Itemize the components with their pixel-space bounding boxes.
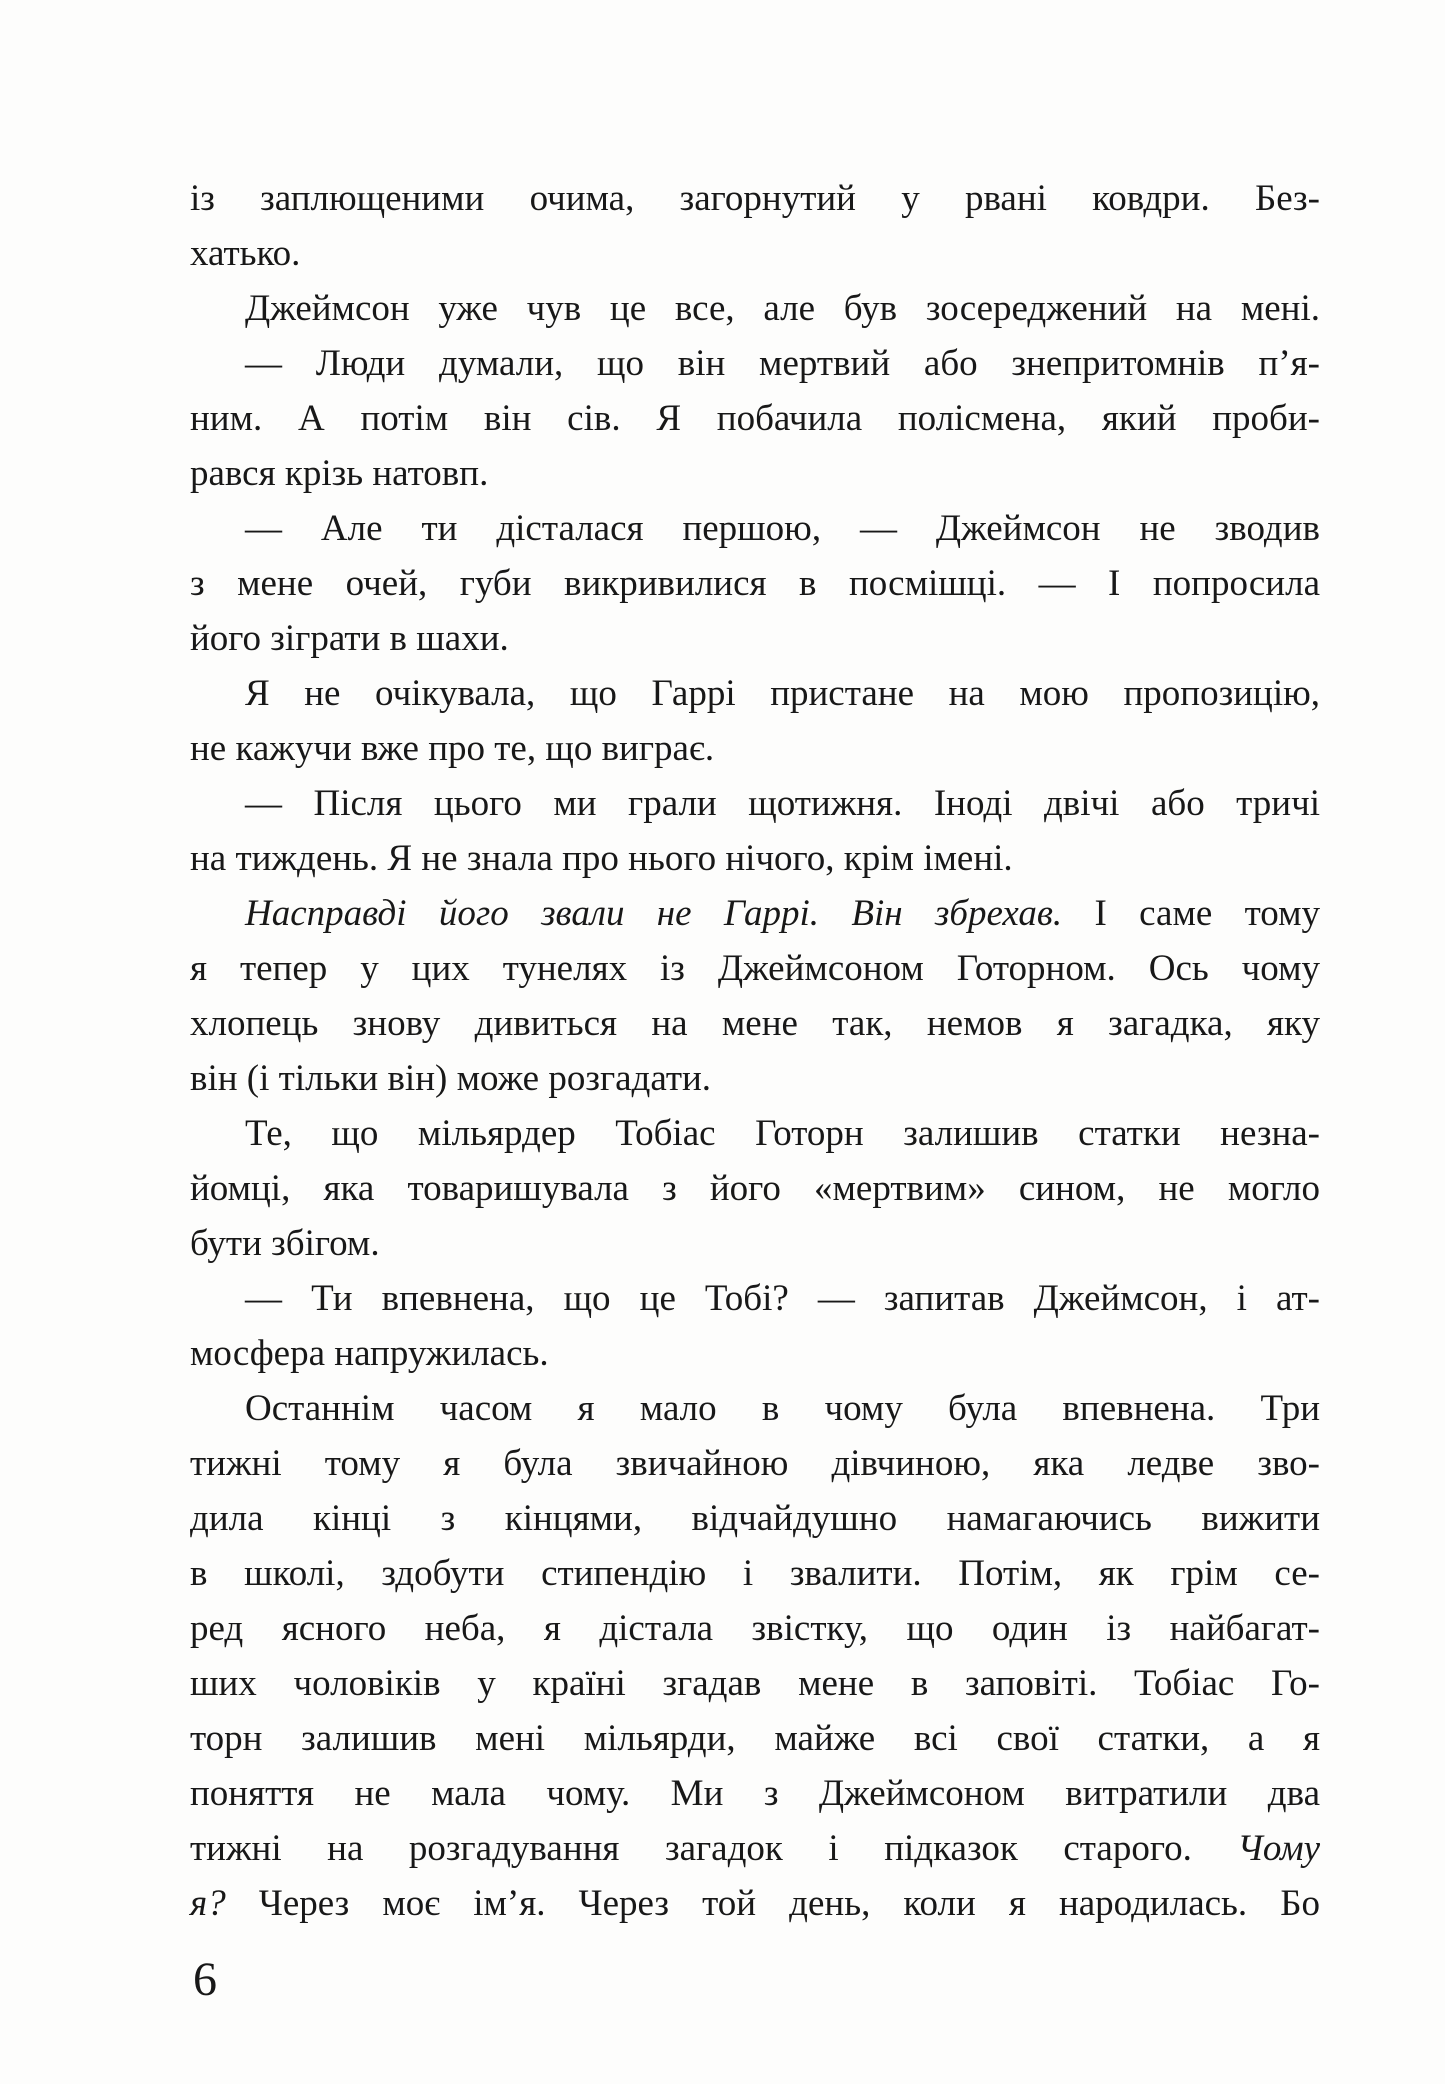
- text-line: [190, 1876, 1320, 1931]
- text-segment: І саме тому: [1062, 893, 1320, 934]
- text-line: [190, 1656, 1320, 1711]
- text-line: [190, 391, 1320, 446]
- text-segment: торн залишив мені мільярди, майже всі свої статки, а я: [190, 1718, 1320, 1759]
- text-segment: рався крізь натовп.: [190, 453, 489, 494]
- text-line: [190, 1766, 1320, 1821]
- text-line: [190, 171, 1320, 226]
- text-line: [190, 336, 1320, 391]
- text-segment: із заплющеними очима, загорнутий у рвані ковдри. Без-: [190, 178, 1320, 219]
- text-line: [190, 1821, 1320, 1876]
- text-segment: — Після цього ми грали щотижня. Іноді двічі або тричі: [245, 783, 1320, 824]
- text-line: [190, 831, 1320, 886]
- text-segment: Джеймсон уже чув це все, але був зосереджений на мені.: [245, 288, 1320, 329]
- text-segment: на тиждень. Я не знала про нього нічого, крім імені.: [190, 838, 1013, 879]
- text-segment: з мене очей, губи викривилися в посмішці. — І попросила: [190, 563, 1320, 604]
- text-line: [190, 281, 1320, 336]
- text-line: [190, 1436, 1320, 1491]
- text-segment: мосфера напружилась.: [190, 1333, 549, 1374]
- text-line: [190, 1381, 1320, 1436]
- text-line: [190, 1161, 1320, 1216]
- text-segment: хатько.: [190, 233, 301, 274]
- text-segment: в школі, здобути стипендію і звалити. Потім, як грім се-: [190, 1553, 1320, 1594]
- text-segment: хлопець знову дивиться на мене так, немов я загадка, яку: [190, 1003, 1320, 1044]
- text-line: [190, 1051, 1320, 1106]
- text-line: [190, 666, 1320, 721]
- text-line: [190, 721, 1320, 776]
- italic-text: я?: [190, 1883, 226, 1924]
- text-line: [190, 1546, 1320, 1601]
- text-segment: — Люди думали, що він мертвий або знепритомнів п’я-: [245, 343, 1320, 384]
- text-line: [190, 1326, 1320, 1381]
- text-line: [190, 611, 1320, 666]
- text-line: [190, 1491, 1320, 1546]
- page-number: 6: [193, 1953, 217, 2006]
- text-segment: Я не очікувала, що Гаррі пристане на мою пропозицію,: [245, 673, 1320, 714]
- text-line: [190, 446, 1320, 501]
- text-segment: — Ти впевнена, що це Тобі? — запитав Джеймсон, і ат-: [245, 1278, 1320, 1319]
- text-line: [190, 996, 1320, 1051]
- text-line: [190, 226, 1320, 281]
- text-segment: його зіграти в шахи.: [190, 618, 509, 659]
- text-line: [190, 1271, 1320, 1326]
- text-segment: тижні на розгадування загадок і підказок старого.: [190, 1828, 1238, 1869]
- text-line: [190, 501, 1320, 556]
- text-line: [190, 1106, 1320, 1161]
- text-segment: ред ясного неба, я дістала звістку, що один із найбагат-: [190, 1608, 1320, 1649]
- text-line: [190, 1216, 1320, 1271]
- text-line: [190, 1601, 1320, 1656]
- text-segment: Через моє ім’я. Через той день, коли я народилась. Бо: [225, 1883, 1320, 1924]
- text-segment: Те, що мільярдер Тобіас Готорн залишив статки незна-: [245, 1113, 1320, 1154]
- text-line: [190, 776, 1320, 831]
- text-line: [190, 1711, 1320, 1766]
- italic-text: Чому: [1237, 1828, 1320, 1869]
- text-line: [190, 886, 1320, 941]
- text-segment: ним. А потім він сів. Я побачила полісмена, який проби-: [190, 398, 1320, 439]
- text-segment: дила кінці з кінцями, відчайдушно намагаючись вижити: [190, 1498, 1320, 1539]
- text-line: [190, 941, 1320, 996]
- text-segment: ших чоловіків у країні згадав мене в заповіті. Тобіас Го-: [190, 1663, 1320, 1704]
- text-segment: тижні тому я була звичайною дівчиною, яка ледве зво-: [190, 1443, 1320, 1484]
- text-segment: не кажучи вже про те, що виграє.: [190, 728, 715, 769]
- text-segment: йомці, яка товаришувала з його «мертвим» сином, не могло: [190, 1168, 1320, 1209]
- text-segment: Останнім часом я мало в чому була впевнена. Три: [245, 1388, 1320, 1429]
- page-text: [190, 171, 1320, 1931]
- text-segment: бути збігом.: [190, 1223, 380, 1264]
- text-segment: я тепер у цих тунелях із Джеймсоном Готорном. Ось чому: [190, 948, 1320, 989]
- text-line: [190, 556, 1320, 611]
- text-segment: він (і тільки він) може розгадати.: [190, 1058, 712, 1099]
- text-segment: — Але ти дісталася першою, — Джеймсон не зводив: [245, 508, 1320, 549]
- italic-text: Насправді його звали не Гаррі. Він збрехав.: [245, 893, 1063, 934]
- text-segment: поняття не мала чому. Ми з Джеймсоном витратили два: [190, 1773, 1320, 1814]
